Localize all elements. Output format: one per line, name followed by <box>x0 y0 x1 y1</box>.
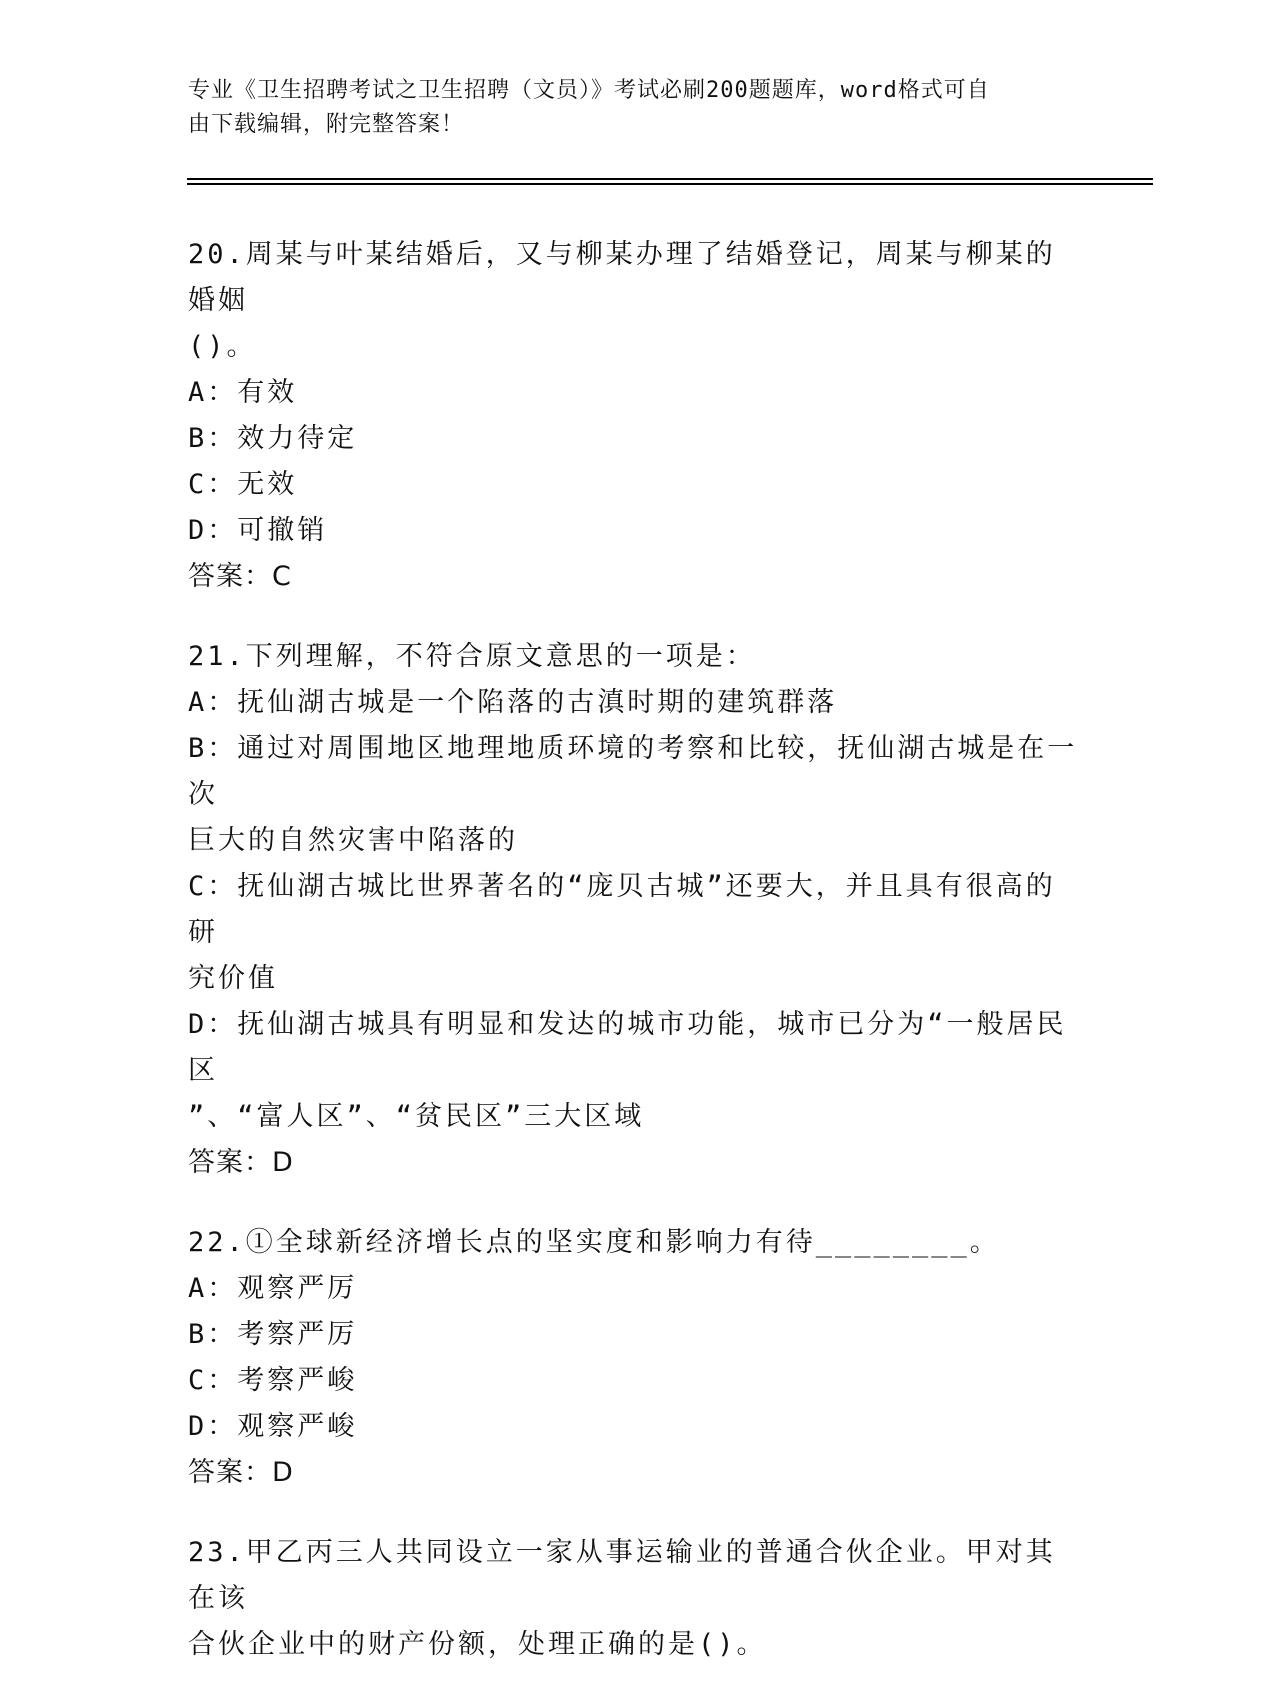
question-stem-line: 20.周某与叶某结婚后，又与柳某办理了结婚登记，周某与柳某的婚姻 <box>188 239 1056 316</box>
header-divider-top <box>187 178 1153 180</box>
header-line-1: 专业《卫生招聘考试之卫生招聘（文员）》考试必刷200题题库，word格式可自 <box>188 78 990 103</box>
option-line: A：观察严厉 <box>188 1273 358 1304</box>
header-line-2: 由下载编辑，附完整答案！ <box>188 112 465 137</box>
answer-line: 答案：C <box>188 561 292 592</box>
option-line: B：通过对周围地区地理地质环境的考察和比较，抚仙湖古城是在一次 <box>188 733 1078 810</box>
option-line: C：考察严峻 <box>188 1365 358 1396</box>
question-block <box>188 232 1078 600</box>
question-list <box>188 232 1078 1702</box>
option-line: ”、“富人区”、“贫民区”三大区域 <box>188 1101 645 1132</box>
question-block <box>188 1220 1078 1496</box>
option-line: D：观察严峻 <box>188 1411 358 1442</box>
option-line: 究价值 <box>188 963 278 994</box>
question-stem-line: ()。 <box>188 331 257 362</box>
question-stem-line: 合伙企业中的财产份额，处理正确的是()。 <box>188 1629 767 1660</box>
option-line: A：抚仙湖古城是一个陷落的古滇时期的建筑群落 <box>188 687 838 718</box>
question-stem-line: 23.甲乙丙三人共同设立一家从事运输业的普通合伙企业。甲对其在该 <box>188 1537 1056 1614</box>
option-line: D：抚仙湖古城具有明显和发达的城市功能，城市已分为“一般居民区 <box>188 1009 1067 1086</box>
option-line: D：可撤销 <box>188 515 328 546</box>
header-divider-bottom <box>187 183 1153 185</box>
option-line: A：有效 <box>188 377 298 408</box>
option-line: C：无效 <box>188 469 298 500</box>
option-line: B：考察严厉 <box>188 1319 358 1350</box>
option-line: B：效力待定 <box>188 423 358 454</box>
question-stem-line: 22.①全球新经济增长点的坚实度和影响力有待________。 <box>188 1227 1000 1258</box>
answer-line: 答案：D <box>188 1147 294 1178</box>
question-block <box>188 1530 1078 1668</box>
answer-line: 答案：D <box>188 1457 294 1488</box>
question-block <box>188 634 1078 1186</box>
option-line: 巨大的自然灾害中陷落的 <box>188 825 518 856</box>
option-line: C：抚仙湖古城比世界著名的“庞贝古城”还要大，并且具有很高的研 <box>188 871 1056 948</box>
question-stem-line: 21.下列理解，不符合原文意思的一项是： <box>188 641 756 672</box>
document-header <box>188 74 1068 142</box>
